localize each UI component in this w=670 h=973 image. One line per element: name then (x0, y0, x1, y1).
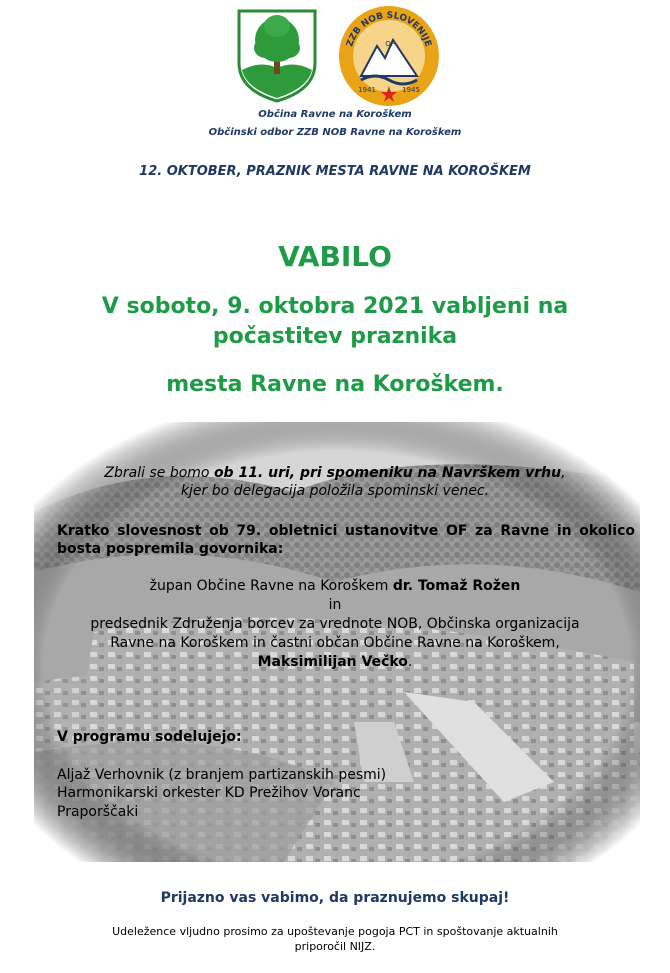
invitation-title: VABILO (278, 240, 392, 273)
subtitle: 12. OKTOBER, PRAZNIK MESTA RAVNE NA KOROŠKEM (139, 164, 531, 179)
zzb-year-right: 1945 (402, 86, 420, 94)
speaker-line-4: Ravne na Koroškem in častni občan Občine Ravne na Koroškem, (110, 635, 560, 651)
ravne-coat-of-arms-logo (236, 8, 318, 104)
program-item: Praporščaki (57, 804, 139, 820)
org-line-2: Občinski odbor ZZB NOB Ravne na Koroškem (208, 127, 462, 138)
program-title: V programu sodelujejo: (57, 729, 242, 745)
program-item: Aljaž Verhovnik (z branjem partizanskih pesmi) (57, 767, 387, 783)
zzb-ring-text: ZZB NOB SLOVENIJE (345, 10, 433, 49)
ceremony-text: Kratko slovesnost ob 79. obletnici ustanovitve OF za Ravne in okolico bosta pospremila govornika: (57, 523, 635, 557)
gathering-line-1: Zbrali se bomo ob 11. uri, pri spomeniku na Navrškem vrhu, (104, 465, 566, 481)
speaker-line-3: predsednik Združenja borcev za vrednote NOB, Občinska organizacija (90, 616, 580, 632)
invitation-line-3: mesta Ravne na Koroškem. (166, 372, 504, 397)
invitation-line-2: počastitev praznika (212, 324, 458, 349)
gathering-line-2: kjer bo delegacija položila spominski venec. (180, 483, 490, 499)
speaker-line-5: Maksimilijan Večko. (257, 654, 413, 670)
zzb-nob-slovenije-logo (337, 4, 441, 108)
closing-text: Prijazno vas vabimo, da praznujemo skupaj! (160, 890, 510, 906)
zzb-year-left: 1941 (358, 86, 376, 94)
program-item: Harmonikarski orkester KD Prežihov Voranc (57, 785, 361, 801)
invitation-line-1: V soboto, 9. oktobra 2021 vabljeni na (101, 294, 569, 319)
note-line-1: Udeležence vljudno prosimo za upoštevanje pogoja PCT in spoštovanje aktualnih (112, 925, 558, 938)
speaker-line-2: in (328, 597, 342, 613)
zzb-center-text: OF (385, 40, 395, 48)
speaker-line-1: župan Občine Ravne na Koroškem dr. Tomaž Rožen (149, 578, 521, 594)
org-line-1: Občina Ravne na Koroškem (258, 109, 412, 120)
note-line-2: priporočil NIJZ. (294, 940, 376, 953)
